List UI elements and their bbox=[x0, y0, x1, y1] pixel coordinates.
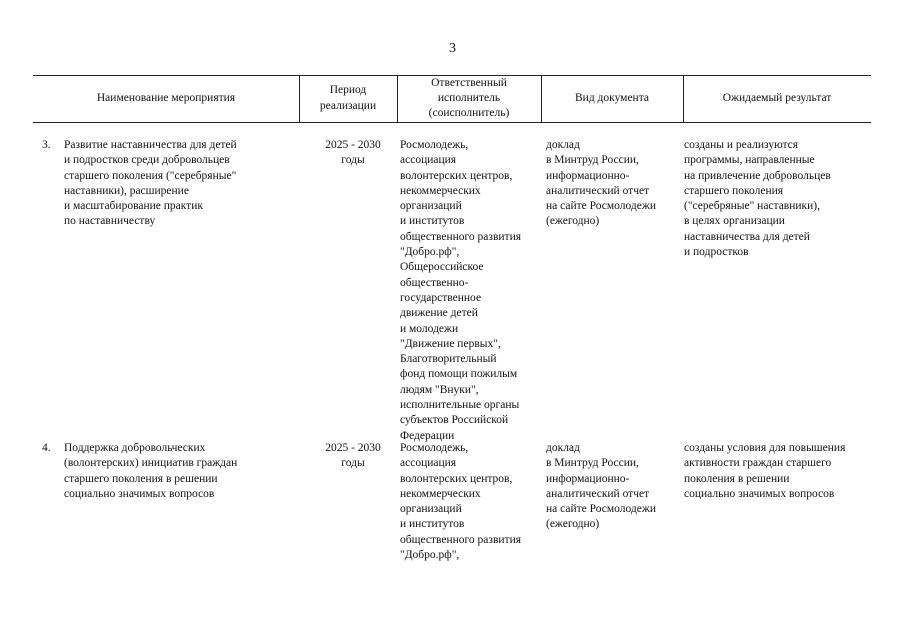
table-header-rule bbox=[33, 122, 871, 123]
row-doc-type: доклад в Минтруд России, информационно- аналитический отчет на сайте Росмолодежи (ежегодно) bbox=[546, 139, 656, 228]
row-responsible: Росмолодежь, ассоциация волонтерских центров, некоммерческих организаций и институтов общественного развития "Добро.рф", bbox=[400, 442, 522, 562]
row-doc-type: доклад в Минтруд России, информационно- аналитический отчет на сайте Росмолодежи (ежегодно) bbox=[546, 442, 656, 531]
header-period: Период реализации bbox=[319, 84, 377, 112]
row-number: 3. bbox=[42, 139, 51, 151]
row-period: 2025 - 2030 годы bbox=[325, 442, 381, 470]
header-result: Ожидаемый результат bbox=[722, 91, 832, 104]
row-event-name: Поддержка добровольческих (волонтерских) инициатив граждан старшего поколения в решении социально значимых вопросов bbox=[64, 442, 238, 500]
page-number: 3 bbox=[449, 41, 456, 56]
row-result: созданы условия для повышения активности граждан старшего поколения в решении социально значимых вопросов bbox=[684, 442, 846, 500]
row-number: 4. bbox=[42, 442, 51, 454]
row-responsible: Росмолодежь, ассоциация волонтерских центров, некоммерческих организаций и институтов общественного развития "Добро.рф", Общероссийское общественно- государственное движение детей и молодежи "Движение первых", Благотворительный фонд помощи пожилым людям "Внуки", исполнительные органы субъектов Российской Федерации bbox=[400, 139, 522, 442]
header-responsible: Ответственный исполнитель (соисполнитель) bbox=[428, 76, 510, 120]
row-period: 2025 - 2030 годы bbox=[325, 139, 381, 167]
row-result: созданы и реализуются программы, направленные на привлечение добровольцев старшего поколения ("серебряные" наставники), в целях организации наставничества для детей и подростков bbox=[684, 139, 831, 259]
row-event-name: Развитие наставничества для детей и подростков среди добровольцев старшего поколения ("серебряные" наставники), расширение и масштабирование практик по наставничеству bbox=[64, 139, 237, 228]
header-name: Наименование мероприятия bbox=[96, 91, 236, 104]
header-doc-type: Вид документа bbox=[575, 91, 649, 104]
